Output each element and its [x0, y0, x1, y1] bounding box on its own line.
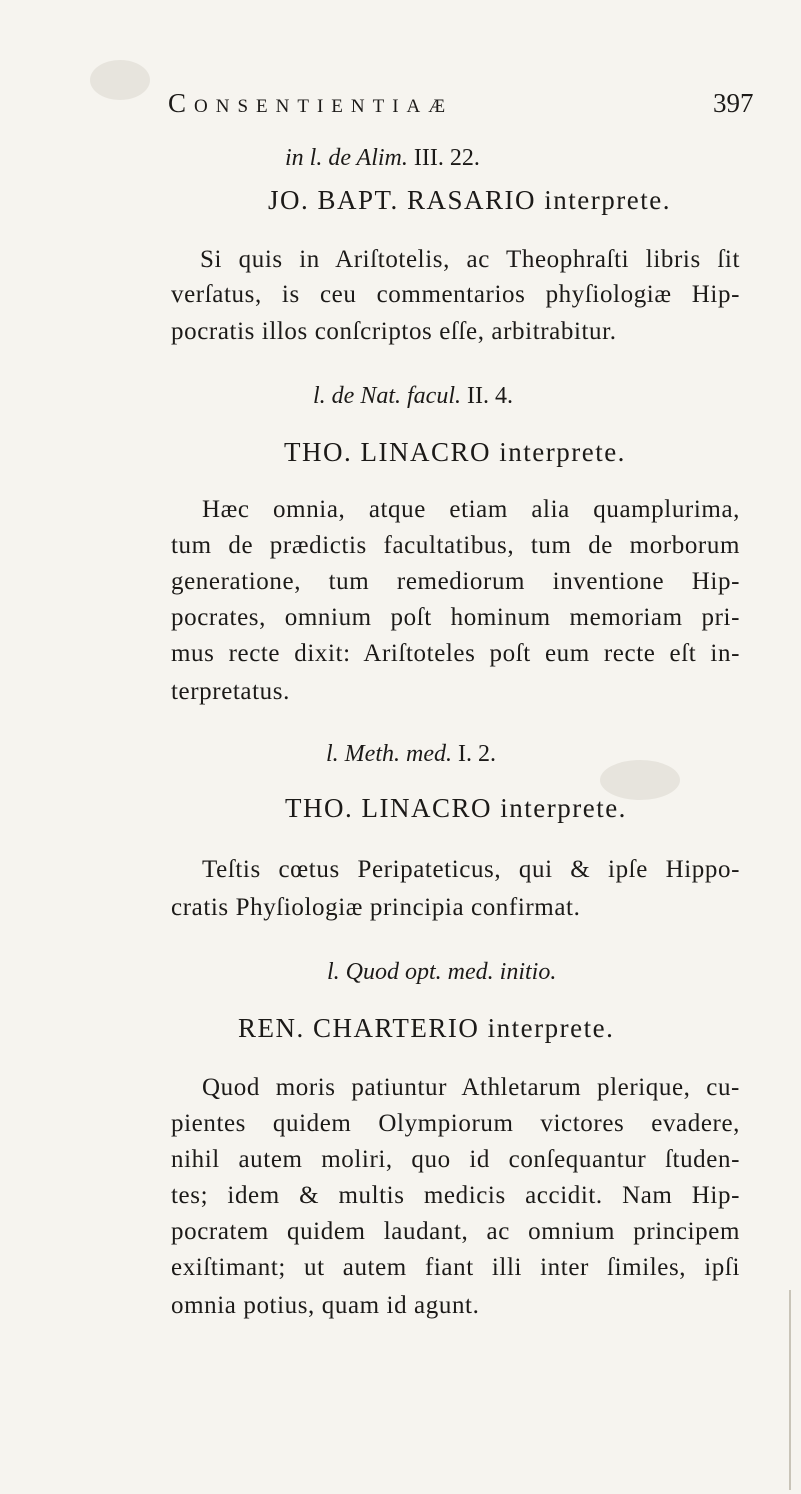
text-line: tes; idem & multis medicis accidit. Nam Hip- [171, 1182, 740, 1209]
text-line: exiſtimant; ut autem fiant illi inter ſimiles, ipſi [171, 1254, 740, 1281]
text-line: verſatus, is ceu commentarios phyſiologiæ Hip- [171, 281, 740, 308]
page-number: 397 [713, 88, 754, 118]
page-edge-shadow [789, 1290, 791, 1490]
text-line: Hæc omnia, atque etiam alia quamplurima, [202, 496, 740, 523]
reference-text: l. Meth. med. [326, 741, 452, 767]
reference-number: I. 2. [457, 741, 496, 767]
section-reference [285, 142, 480, 174]
reference-number: III. 22. [413, 145, 480, 171]
reference-text: in l. de Alim. [285, 145, 408, 171]
interpreter-line: REN. CHARTERIO interprete. [238, 1013, 615, 1043]
text-line: pocratem quidem laudant, ac omnium principem [171, 1218, 740, 1245]
reference-number: II. 4. [466, 383, 513, 409]
text-line: cratis Phyſiologiæ principia confirmat. [171, 894, 581, 921]
text-line: tum de prædictis facultatibus, tum de morborum [171, 532, 740, 559]
section-reference [326, 738, 496, 770]
text-line: pocrates, omnium poſt hominum memoriam pri- [171, 604, 740, 631]
text-line: Teſtis cœtus Peripateticus, qui & ipſe Hippo- [202, 856, 740, 883]
section-reference [327, 956, 556, 988]
text-line: omnia potius, quam id agunt. [171, 1292, 480, 1319]
text-line: generatione, tum remediorum inventione Hip- [171, 568, 740, 595]
text-line: Si quis in Ariſtotelis, ac Theophraſti libris ſit [200, 246, 740, 273]
reference-text: l. de Nat. facul. [313, 383, 461, 409]
running-head [0, 88, 801, 128]
text-line: terpretatus. [171, 678, 290, 705]
interpreter-line: THO. LINACRO interprete. [285, 793, 627, 823]
text-line: pientes quidem Olympiorum victores evadere, [171, 1110, 740, 1137]
section-reference [313, 380, 513, 412]
text-line: nihil autem moliri, quo id conſequantur ſtuden- [171, 1146, 740, 1173]
text-line: Quod moris patiuntur Athletarum plerique, cu- [202, 1074, 740, 1101]
interpreter-line: JO. BAPT. RASARIO interprete. [268, 185, 671, 215]
running-title: Consentientiaæ [168, 88, 454, 118]
text-line: mus recte dixit: Ariſtoteles poſt eum recte eſt in- [171, 640, 740, 667]
text-line: pocratis illos conſcriptos eſſe, arbitrabitur. [171, 318, 617, 345]
reference-text: l. Quod opt. med. initio. [327, 959, 557, 985]
interpreter-line: THO. LINACRO interprete. [284, 437, 626, 467]
